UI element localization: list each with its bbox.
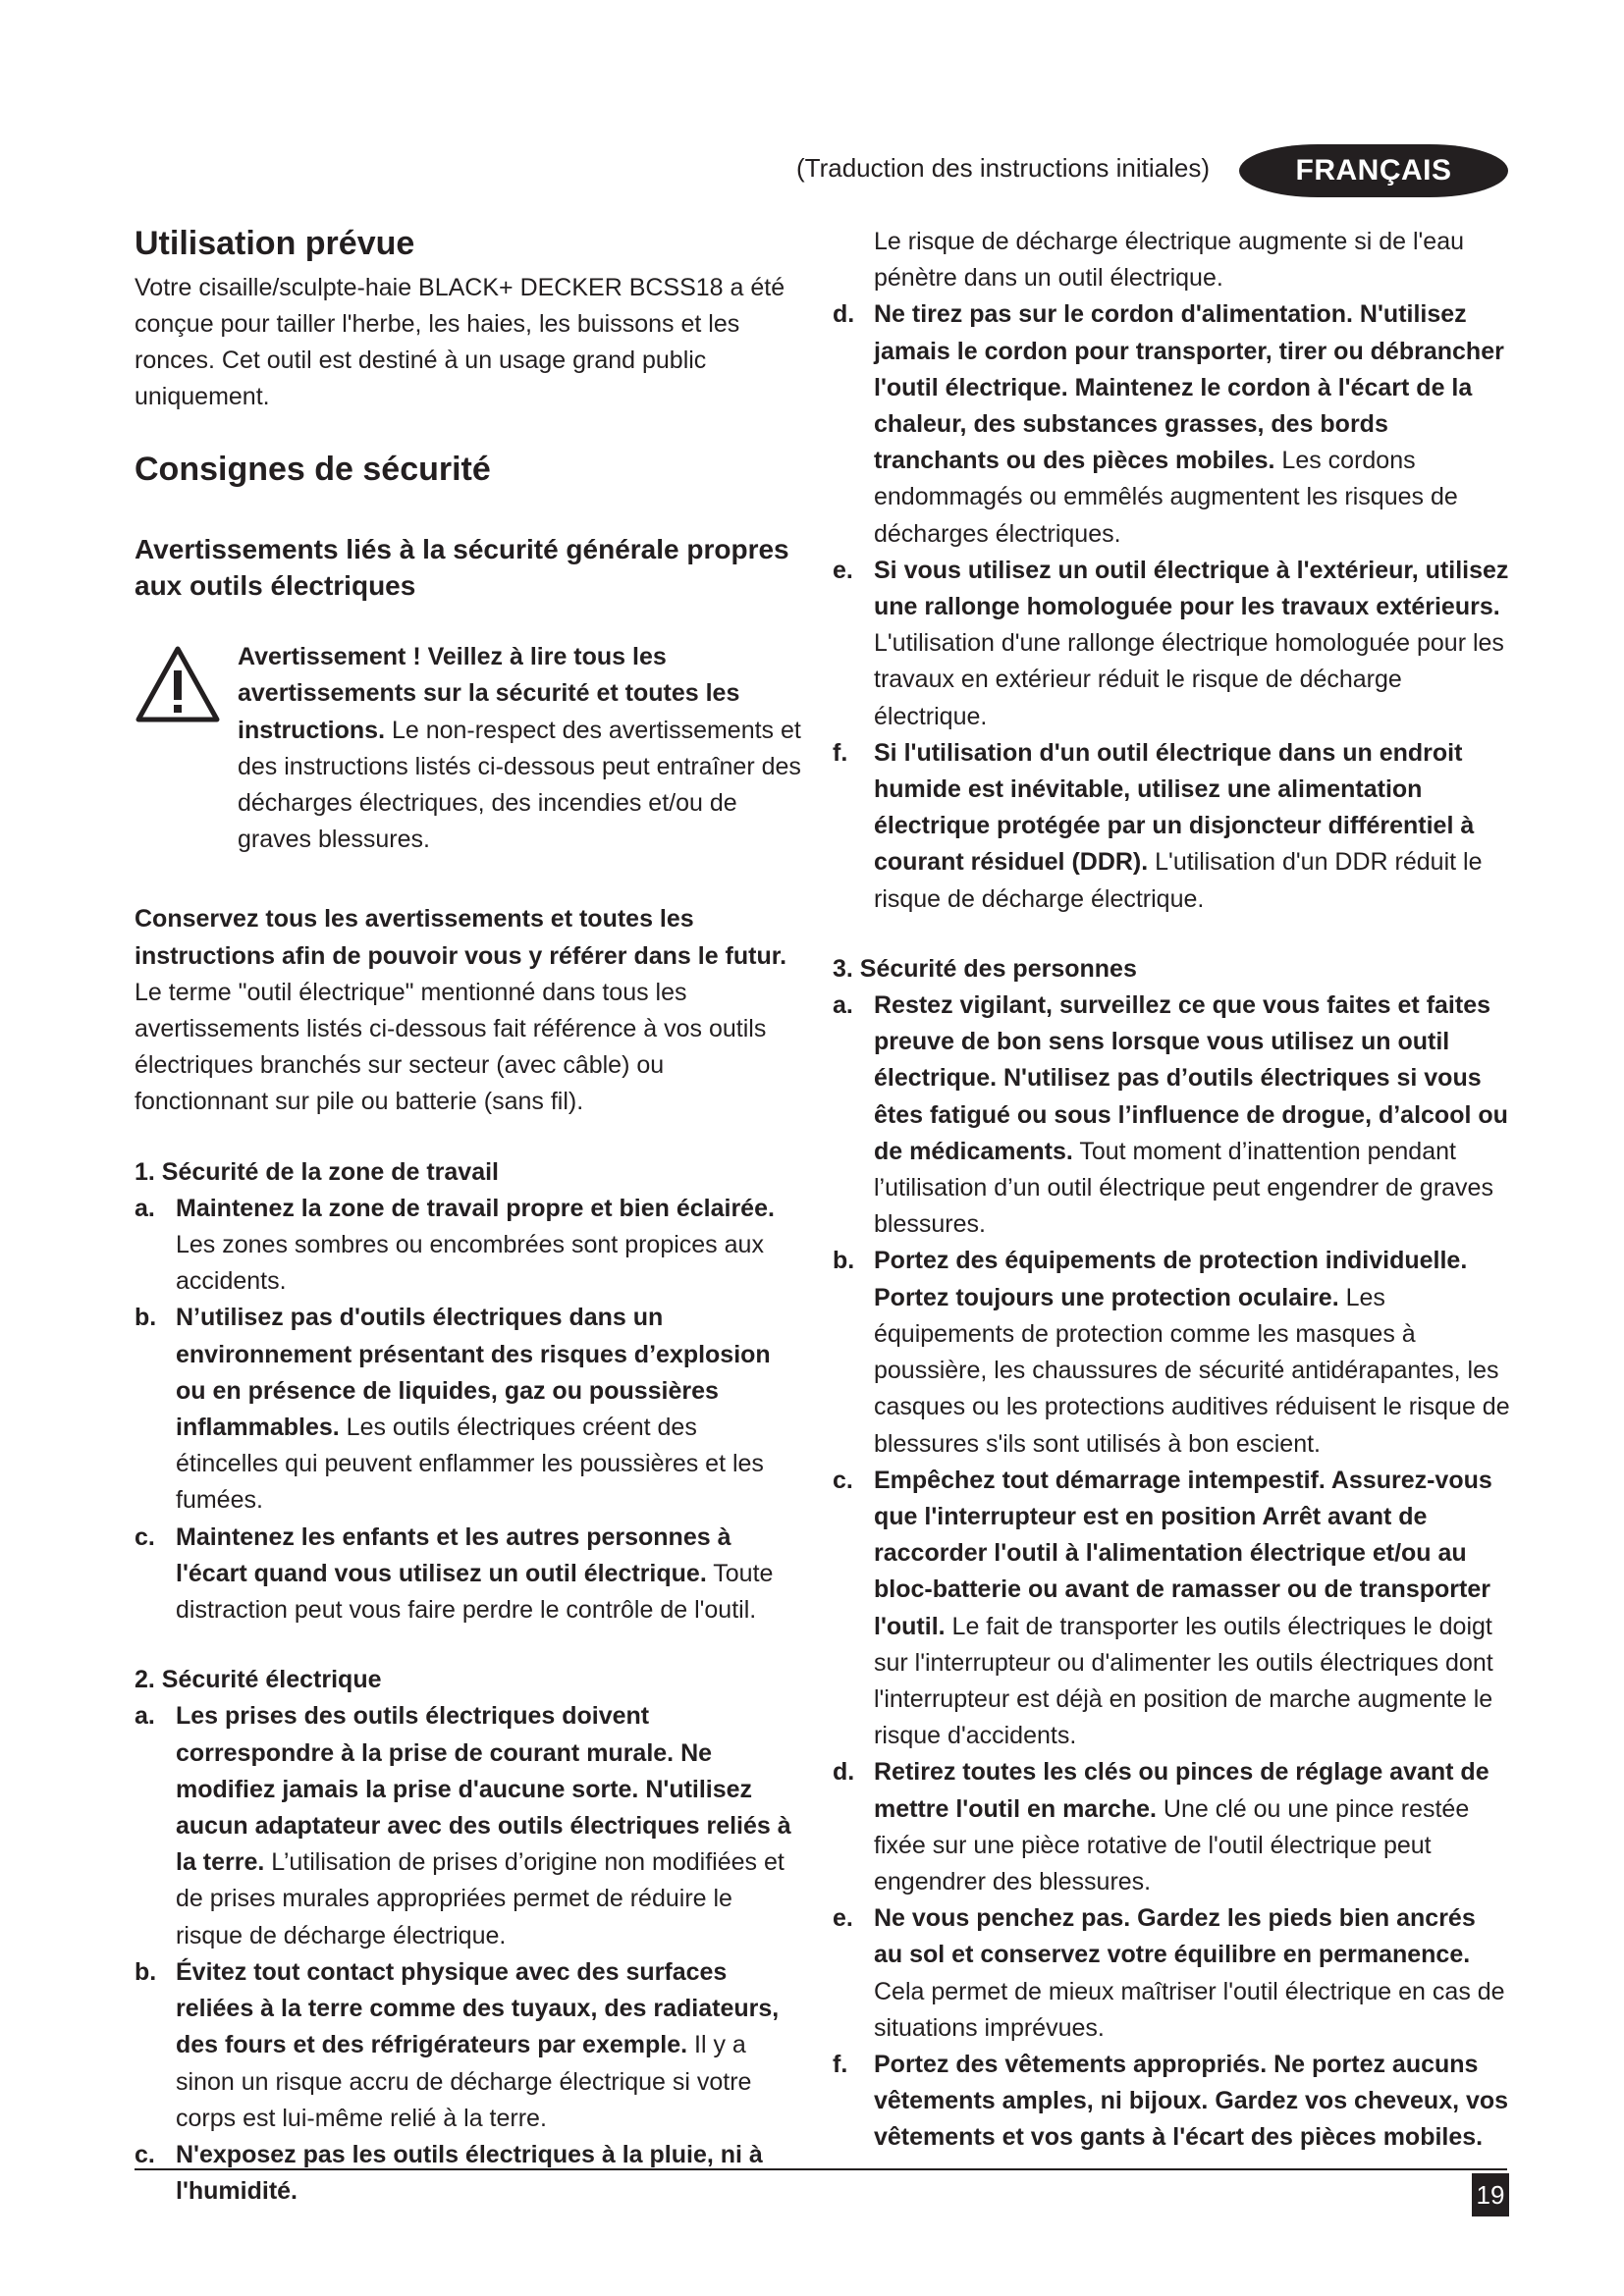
item-letter: b. [135,1304,157,1332]
item-bold: Portez des vêtements appropriés. Ne portez aucuns vêtements amples, ni bijoux. Gardez vos cheveux, vos vêtements et vos gants à l'écart des pièces mobiles. [874,2050,1509,2152]
keep-text: Le terme "outil électrique" mentionné dans tous les avertissements listés ci-dessous fait référence à vos outils électriques branchés sur secteur (avec câble) ou fonctionnant sur pile ou batterie (sans fil). [135,978,767,1116]
intended-use-heading: Utilisation prévue [135,225,415,262]
item-letter: c. [833,1466,853,1494]
list-item [833,1754,1510,1900]
keep-bold: Conservez tous les avertissements et toutes les instructions afin de pouvoir vous y référer dans le futur. [135,905,787,970]
right-column [833,224,1510,2157]
item-text: Cela permet de mieux maîtriser l'outil électrique en cas de situations imprévues. [874,1977,1505,2042]
header-note: (Traduction des instructions initiales) [796,153,1210,183]
item-text: Les zones sombres ou encombrées sont propices aux accidents. [176,1231,764,1296]
item-bold: Retirez toutes les clés ou pinces de réglage avant de mettre l'outil en marche. [874,1758,1489,1823]
safety-heading: Consignes de sécurité [135,450,491,488]
item-text: Les cordons endommagés ou emmêlés augmentent les risques de décharges électriques. [874,447,1458,548]
item-bold: Empêchez tout démarrage intempestif. Assurez-vous que l'interrupteur est en position Arrêt avant de raccorder l'outil à l'alimentation électrique et/ou au bloc-batterie ou avant de ramasser ou de transporter l'outil. [874,1466,1492,1640]
item-bold: N’utilisez pas d'outils électriques dans un environnement présentant des risques d’explosion ou en présence de liquides, gaz ou poussières inflammables. [176,1304,771,1442]
item-bold: Si l'utilisation d'un outil électrique dans un endroit humide est inévitable, utilisez une alimentation électrique protégée par un disjoncteur différentiel à courant résiduel (DDR). [874,738,1475,877]
item-text: Les équipements de protection comme les masques à poussière, les chaussures de sécurité antidérapantes, les casques ou les protections auditives réduisent le risque de blessures s'ils sont utilisés à bon escient. [874,1283,1510,1458]
page-number: 19 [1472,2173,1509,2216]
section-2-title: 2. Sécurité électrique [135,1666,382,1694]
item-letter: d. [833,300,855,329]
item-text: L'utilisation d'un DDR réduit le risque de décharge électrique. [874,848,1483,913]
list-item [833,1900,1510,2047]
item-letter: e. [833,556,853,584]
item-bold: Évitez tout contact physique avec des surfaces reliées à la terre comme des tuyaux, des radiateurs, des fours et des réfrigérateurs par exemple. [176,1957,780,2059]
item-bold: N'exposez pas les outils électriques à la pluie, ni à l'humidité. [176,2140,763,2206]
item-bold: Portez des équipements de protection individuelle. Portez toujours une protection oculaire. [874,1247,1468,1311]
section-1-title: 1. Sécurité de la zone de travail [135,1157,499,1186]
footer-divider [135,2168,1507,2170]
item-bold: Maintenez les enfants et les autres personnes à l'écart quand vous utilisez un outil électrique. [176,1522,731,1587]
item-letter: c. [135,2140,155,2168]
language-badge: FRANÇAIS [1239,144,1508,197]
list-item [833,553,1510,735]
continued-item [833,224,1510,296]
keep-instructions [135,901,802,1120]
item-letter: c. [135,1522,155,1551]
general-warnings-heading: Avertissements liés à la sécurité générale propres aux outils électriques [135,534,789,601]
item-letter: a. [833,991,853,1020]
left-column [135,224,802,2210]
list-item [135,1300,802,1519]
list-item [833,735,1510,918]
list-item [833,1243,1510,1462]
list-item [135,1520,802,1629]
item-text: L’utilisation de prises d’origine non modifiées et de prises murales appropriées permet de réduire le risque de décharge électrique. [176,1848,785,1949]
warning-block [135,639,802,858]
continued-text: Le risque de décharge électrique augmente si de l'eau pénètre dans un outil électrique. [874,228,1465,293]
list-item [833,296,1510,552]
warning-bold: Avertissement ! Veillez à lire tous les avertissements sur la sécurité et toutes les instructions. [238,643,740,744]
warning-body: Le non-respect des avertissements et des instructions listés ci-dessous peut entraîner des décharges électriques, des incendies et/ou de graves blessures. [238,716,801,854]
list-item [135,1954,802,2137]
item-letter: d. [833,1758,855,1787]
intended-use-text: Votre cisaille/sculpte-haie BLACK+ DECKER BCSS18 a été conçue pour tailler l'herbe, les haies, les buissons et les ronces. Cet outil est destiné à un usage grand public uniquement. [135,273,785,411]
list-item [833,1463,1510,1755]
item-text: Les outils électriques créent des étincelles qui peuvent enflammer les poussières et les fumées. [176,1414,764,1515]
item-letter: a. [135,1702,155,1731]
list-item [135,1191,802,1301]
list-item [135,2137,802,2210]
item-text: Toute distraction peut vous faire perdre le contrôle de l'outil. [176,1559,774,1625]
list-item [833,988,1510,1243]
item-bold: Restez vigilant, surveillez ce que vous faites et faites preuve de bon sens lorsque vous utilisez un outil électrique. N'utilisez pas d’outils électriques si vous êtes fatigué ou sous l’influence de drogue, d’alcool ou de médicaments. [874,991,1508,1165]
item-text: Il y a sinon un risque accru de décharge électrique si votre corps est lui-même relié à la terre. [176,2031,752,2132]
section-3-title: 3. Sécurité des personnes [833,954,1137,983]
list-item [135,1698,802,1953]
item-letter: b. [135,1957,157,1986]
item-bold: Ne vous penchez pas. Gardez les pieds bien ancrés au sol et conservez votre équilibre en permanence. [874,1904,1476,1969]
item-bold: Ne tirez pas sur le cordon d'alimentation. N'utilisez jamais le cordon pour transporter, tirer ou débrancher l'outil électrique. Maintenez le cordon à l'écart de la chaleur, des substances grasses, des bords tranchants ou des pièces mobiles. [874,300,1504,475]
item-bold: Maintenez la zone de travail propre et bien éclairée. [176,1194,775,1222]
item-letter: b. [833,1247,855,1275]
item-bold: Si vous utilisez un outil électrique à l'extérieur, utilisez une rallonge homologuée pour les travaux extérieurs. [874,556,1509,621]
item-letter: e. [833,1904,853,1933]
item-text: L'utilisation d'une rallonge électrique homologuée pour les travaux en extérieur réduit le risque de décharge électrique. [874,629,1504,730]
warning-triangle-icon [135,645,221,723]
item-text: Le fait de transporter les outils électriques le doigt sur l'interrupteur ou d'alimenter les outils électriques dont l'interrupteur est déjà en position de marche augmente le risque d'accidents. [874,1612,1493,1750]
item-letter: f. [833,738,848,767]
item-text: Tout moment d’inattention pendant l’utilisation d’un outil électrique peut engendrer de graves blessures. [874,1137,1493,1239]
item-bold: Les prises des outils électriques doivent correspondre à la prise de courant murale. Ne modifiez jamais la prise d'aucune sorte. N'utilisez aucun adaptateur avec des outils électriques reliés à la terre. [176,1702,791,1877]
item-letter: f. [833,2050,848,2078]
item-text: Une clé ou une pince restée fixée sur une pièce rotative de l'outil électrique peut engendrer des blessures. [874,1794,1470,1896]
list-item [833,2047,1510,2157]
item-letter: a. [135,1194,155,1222]
warning-text [238,639,802,858]
